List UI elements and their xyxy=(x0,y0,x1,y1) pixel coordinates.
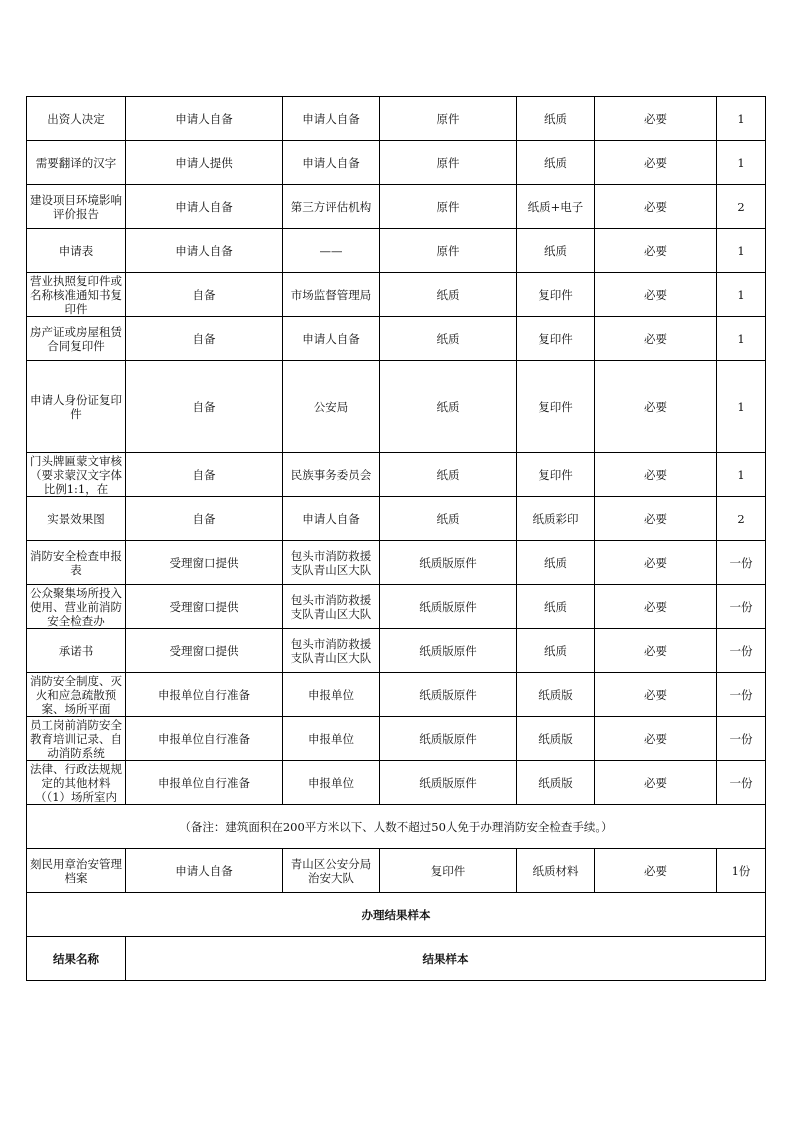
table-row xyxy=(27,141,766,185)
material-form: 纸质版原件 xyxy=(380,629,517,673)
remark-note: （备注：建筑面积在200平方米以下、人数不超过50人免于办理消防安全检查手续。） xyxy=(27,805,766,849)
material-qty: 1份 xyxy=(717,849,766,893)
material-qty: 1 xyxy=(717,453,766,497)
material-name: 申请表 xyxy=(27,229,126,273)
material-required: 必要 xyxy=(595,497,717,541)
material-provider: 自备 xyxy=(126,361,283,453)
material-provider: 申报单位自行准备 xyxy=(126,673,283,717)
material-required: 必要 xyxy=(595,585,717,629)
result-name-header: 结果名称 xyxy=(27,937,126,981)
material-source: 青山区公安分局治安大队 xyxy=(283,849,380,893)
material-form: 纸质 xyxy=(380,453,517,497)
material-provider: 受理窗口提供 xyxy=(126,541,283,585)
material-source: 申请人自备 xyxy=(283,317,380,361)
material-name: 房产证或房屋租赁合同复印件 xyxy=(27,317,126,361)
material-medium: 纸质 xyxy=(517,97,595,141)
material-qty: 1 xyxy=(717,317,766,361)
material-medium: 复印件 xyxy=(517,317,595,361)
material-medium: 纸质 xyxy=(517,541,595,585)
material-source: 包头市消防救援支队青山区大队 xyxy=(283,541,380,585)
material-medium: 纸质 xyxy=(517,229,595,273)
material-medium: 纸质版 xyxy=(517,761,595,805)
material-qty: 一份 xyxy=(717,585,766,629)
material-qty: 一份 xyxy=(717,717,766,761)
material-required: 必要 xyxy=(595,185,717,229)
material-form: 纸质 xyxy=(380,317,517,361)
material-qty: 一份 xyxy=(717,761,766,805)
material-name: 需要翻译的汉字 xyxy=(27,141,126,185)
material-form: 纸质版原件 xyxy=(380,761,517,805)
table-row xyxy=(27,629,766,673)
table-row xyxy=(27,229,766,273)
material-form: 纸质版原件 xyxy=(380,717,517,761)
material-name: 申请人身份证复印件 xyxy=(27,361,126,453)
material-source: 申请人自备 xyxy=(283,97,380,141)
material-required: 必要 xyxy=(595,761,717,805)
table-row xyxy=(27,453,766,497)
material-form: 纸质 xyxy=(380,273,517,317)
material-qty: 1 xyxy=(717,273,766,317)
material-source: 申报单位 xyxy=(283,673,380,717)
table-row xyxy=(27,273,766,317)
material-medium: 纸质 xyxy=(517,629,595,673)
material-source: 第三方评估机构 xyxy=(283,185,380,229)
material-required: 必要 xyxy=(595,361,717,453)
material-name: 公众聚集场所投入使用、营业前消防安全检查办 xyxy=(27,585,126,629)
material-provider: 申请人自备 xyxy=(126,185,283,229)
material-medium: 复印件 xyxy=(517,361,595,453)
material-name: 消防安全制度、灭火和应急疏散预案、场所平面 xyxy=(27,673,126,717)
material-name: 员工岗前消防安全教育培训记录、自动消防系统 xyxy=(27,717,126,761)
result-section-row xyxy=(27,893,766,937)
material-provider: 申报单位自行准备 xyxy=(126,717,283,761)
material-form: 原件 xyxy=(380,97,517,141)
table-row xyxy=(27,97,766,141)
material-form: 复印件 xyxy=(380,849,517,893)
material-form: 纸质版原件 xyxy=(380,673,517,717)
material-required: 必要 xyxy=(595,849,717,893)
material-qty: 1 xyxy=(717,97,766,141)
material-provider: 申请人自备 xyxy=(126,849,283,893)
material-qty: 1 xyxy=(717,229,766,273)
material-form: 原件 xyxy=(380,185,517,229)
material-medium: 纸质 xyxy=(517,141,595,185)
table-row xyxy=(27,761,766,805)
material-name: 承诺书 xyxy=(27,629,126,673)
material-provider: 自备 xyxy=(126,453,283,497)
material-source: 民族事务委员会 xyxy=(283,453,380,497)
note-row xyxy=(27,805,766,849)
material-provider: 受理窗口提供 xyxy=(126,585,283,629)
material-required: 必要 xyxy=(595,97,717,141)
material-form: 纸质版原件 xyxy=(380,585,517,629)
table-row xyxy=(27,585,766,629)
material-name: 门头牌匾蒙文审核（要求蒙汉文字体比例1:1，在 xyxy=(27,453,126,497)
material-required: 必要 xyxy=(595,141,717,185)
material-provider: 受理窗口提供 xyxy=(126,629,283,673)
material-provider: 申请人提供 xyxy=(126,141,283,185)
material-name: 出资人决定 xyxy=(27,97,126,141)
materials-table xyxy=(26,96,766,981)
material-form: 原件 xyxy=(380,141,517,185)
material-form: 纸质版原件 xyxy=(380,541,517,585)
material-required: 必要 xyxy=(595,273,717,317)
material-qty: 1 xyxy=(717,141,766,185)
material-form: 纸质 xyxy=(380,497,517,541)
material-provider: 自备 xyxy=(126,497,283,541)
material-source: 包头市消防救援支队青山区大队 xyxy=(283,629,380,673)
table-row xyxy=(27,849,766,893)
material-qty: 2 xyxy=(717,497,766,541)
material-required: 必要 xyxy=(595,317,717,361)
material-provider: 申报单位自行准备 xyxy=(126,761,283,805)
material-medium: 纸质版 xyxy=(517,673,595,717)
material-source: —— xyxy=(283,229,380,273)
material-form: 纸质 xyxy=(380,361,517,453)
material-medium: 纸质材料 xyxy=(517,849,595,893)
material-provider: 自备 xyxy=(126,273,283,317)
result-section-title: 办理结果样本 xyxy=(27,893,766,937)
table-row xyxy=(27,317,766,361)
material-medium: 纸质 xyxy=(517,585,595,629)
material-provider: 申请人自备 xyxy=(126,97,283,141)
material-qty: 一份 xyxy=(717,541,766,585)
material-form: 原件 xyxy=(380,229,517,273)
material-provider: 自备 xyxy=(126,317,283,361)
material-name: 实景效果图 xyxy=(27,497,126,541)
material-required: 必要 xyxy=(595,453,717,497)
material-required: 必要 xyxy=(595,629,717,673)
table-row xyxy=(27,717,766,761)
material-name: 消防安全检查申报表 xyxy=(27,541,126,585)
material-source: 申报单位 xyxy=(283,717,380,761)
material-medium: 纸质彩印 xyxy=(517,497,595,541)
material-qty: 1 xyxy=(717,361,766,453)
material-qty: 2 xyxy=(717,185,766,229)
material-name: 刻民用章治安管理档案 xyxy=(27,849,126,893)
material-source: 申请人自备 xyxy=(283,497,380,541)
result-header-row xyxy=(27,937,766,981)
material-provider: 申请人自备 xyxy=(126,229,283,273)
material-name: 营业执照复印件或名称核准通知书复印件 xyxy=(27,273,126,317)
table-row xyxy=(27,497,766,541)
material-source: 申请人自备 xyxy=(283,141,380,185)
material-required: 必要 xyxy=(595,717,717,761)
material-qty: 一份 xyxy=(717,673,766,717)
material-medium: 纸质+电子 xyxy=(517,185,595,229)
table-row xyxy=(27,185,766,229)
material-medium: 复印件 xyxy=(517,273,595,317)
table-row xyxy=(27,541,766,585)
table-row xyxy=(27,673,766,717)
material-source: 包头市消防救援支队青山区大队 xyxy=(283,585,380,629)
material-source: 公安局 xyxy=(283,361,380,453)
material-required: 必要 xyxy=(595,541,717,585)
material-required: 必要 xyxy=(595,229,717,273)
material-name: 法律、行政法规规定的其他材料（（1）场所室内 xyxy=(27,761,126,805)
material-medium: 纸质版 xyxy=(517,717,595,761)
material-name: 建设项目环境影响评价报告 xyxy=(27,185,126,229)
material-qty: 一份 xyxy=(717,629,766,673)
material-source: 市场监督管理局 xyxy=(283,273,380,317)
material-required: 必要 xyxy=(595,673,717,717)
material-medium: 复印件 xyxy=(517,453,595,497)
table-row xyxy=(27,361,766,453)
result-sample-header: 结果样本 xyxy=(126,937,766,981)
material-source: 申报单位 xyxy=(283,761,380,805)
